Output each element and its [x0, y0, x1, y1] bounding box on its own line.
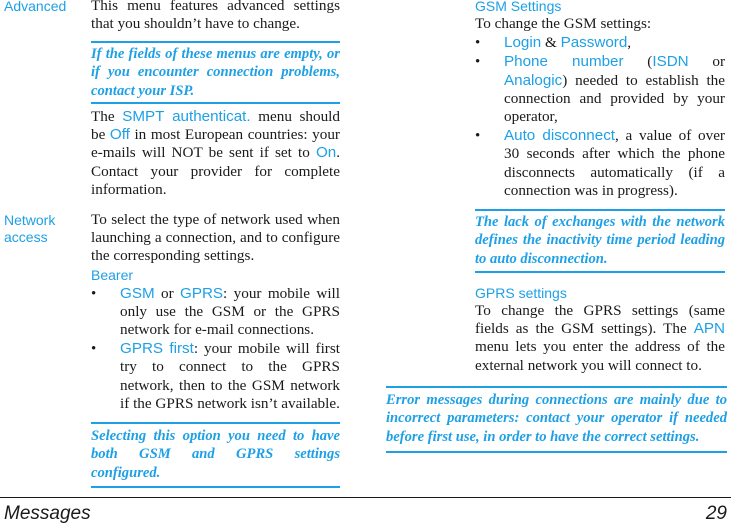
gsm-intro: To change the GSM settings:	[475, 15, 652, 32]
advanced-label: Advanced	[4, 0, 67, 14]
smpt-text-3: in most European countries: your e-mails will NOT be sent if set to	[91, 126, 340, 162]
smpt-text-2: menu should be	[91, 108, 340, 144]
left-column	[91, 0, 340, 33]
inactivity-note: The lack of exchanges with the network defines the inactivity time period leading to auto disconnection.	[475, 214, 725, 267]
gprs-section	[475, 285, 725, 375]
smpt-text-1: The	[91, 108, 123, 125]
paren-text: (	[623, 53, 653, 71]
note2-rule-bottom	[91, 486, 340, 488]
advanced-description: This menu features advanced settings that you shouldn’t have to change.	[91, 0, 340, 33]
or-text: or	[154, 284, 180, 302]
bearer-item-gsm-gprs	[91, 285, 340, 340]
gprs-text-1: To change the GPRS settings (same fields as the GSM settings). The	[475, 302, 725, 338]
on-value: On	[315, 144, 337, 162]
gsm-item-phone	[475, 53, 725, 126]
gprs-settings-title: GPRS settings	[475, 285, 567, 301]
password-option: Password	[560, 34, 628, 52]
bearer-item-gprs-first	[91, 340, 340, 413]
phone-number-option: Phone number	[504, 53, 624, 71]
off-value: Off	[109, 126, 130, 144]
bearer-list	[91, 285, 340, 413]
auto-disconnect-option: Auto disconnect	[504, 127, 616, 145]
gprs-text-2: menu lets you enter the address of the external network you will connect to.	[475, 338, 725, 374]
smpt-text-4: . Contact your provider for complete information.	[91, 144, 340, 198]
gsm-item-login	[475, 34, 725, 52]
note4-rule-bottom	[386, 451, 727, 453]
footer-rule	[0, 497, 731, 498]
gsm-settings-title: GSM Settings	[475, 0, 562, 14]
note3-rule-top	[475, 209, 725, 211]
page-number: 29	[705, 503, 727, 524]
auto-disconnect-text: , a value of over 30 seconds after which the phone disconnects automatically (if a connection was in progress).	[504, 127, 725, 199]
gsm-list	[475, 34, 725, 200]
amp-text: &	[541, 34, 561, 52]
gsm-item-auto-disconnect	[475, 127, 725, 200]
error-note: Error messages during connections are mainly due to incorrect parameters: contact your operator if needed before first use, in order to have the correct settings.	[386, 392, 727, 445]
note3-rule-bottom	[475, 271, 725, 273]
settings-note: Selecting this option you need to have both GSM and GPRS settings configured.	[91, 428, 340, 481]
isdn-option: ISDN	[652, 53, 689, 71]
gsm-option: GSM	[120, 284, 155, 302]
note-rule-top	[91, 41, 340, 43]
network-description: To select the type of network used when launching a connection, and to configure the corresponding settings.	[91, 211, 340, 265]
gsm-section	[475, 0, 725, 201]
analogic-option: Analogic	[504, 71, 563, 89]
footer-section-title: Messages	[4, 503, 91, 524]
gprs-option: GPRS	[180, 284, 224, 302]
bullet1-text: : your mobile will only use the GSM or the GPRS network for e-mail connections.	[120, 284, 341, 339]
apn-option: APN	[693, 320, 725, 338]
smpt-authenticat-option: SMPT authenticat.	[122, 108, 251, 125]
bearer-label: Bearer	[91, 266, 134, 283]
note-rule-bottom	[91, 102, 340, 104]
note2-rule-top	[91, 422, 340, 424]
bullet2-text: : your mobile will first try to connect to the GPRS network, then to the GSM network if the GPRS network isn’t available.	[120, 340, 340, 412]
isp-note: If the fields of these menus are empty, or if you encounter connection problems, contact your ISP.	[91, 46, 340, 99]
network-access-label: Network access	[4, 212, 56, 245]
note4-rule-top	[386, 386, 727, 388]
comma-text: ,	[627, 34, 632, 52]
gprs-paragraph	[475, 302, 725, 375]
phone-text: ) needed to establish the connection and provided by your operator,	[504, 71, 725, 126]
or-text-2: or	[688, 53, 726, 71]
network-section	[91, 211, 340, 414]
login-option: Login	[504, 34, 542, 52]
gprs-first-option: GPRS first	[120, 340, 194, 358]
smpt-paragraph	[91, 108, 340, 199]
